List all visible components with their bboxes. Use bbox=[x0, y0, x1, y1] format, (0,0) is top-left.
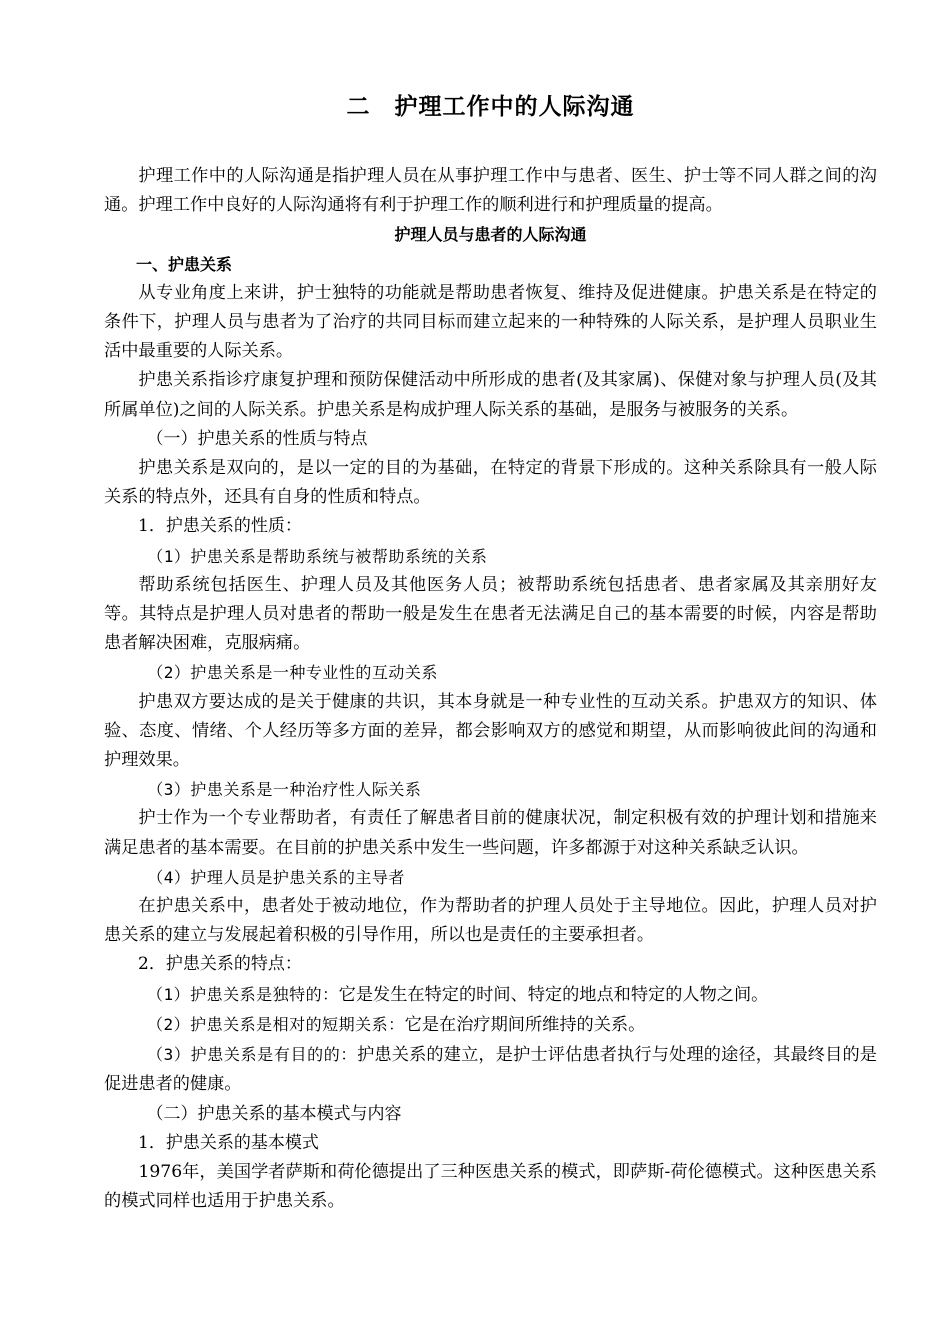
paragraph-3: 护患关系是双向的，是以一定的目的为基础，在特定的背景下形成的。这种关系除具有一般人际关系的特点外，还具有自身的性质和特点。 bbox=[104, 458, 877, 508]
paragraph-8: 1976年，美国学者萨斯和荷伦德提出了三种医患关系的模式，即萨斯-荷伦德模式。这种医患关系的模式同样也适用于护患关系。 bbox=[104, 1161, 877, 1212]
characteristic-1-text: 它是发生在特定的时间、特定的地点和特定的人物之间。 bbox=[338, 984, 769, 1005]
characteristic-2-lead: （2）护患关系是相对的短期关系： bbox=[147, 1014, 405, 1034]
paragraph-7: 在护患关系中，患者处于被动地位，作为帮助者的护理人员处于主导地位。因此，护理人员对护患关系的建立与发展起着积极的引导作用，所以也是责任的主要承担者。 bbox=[104, 896, 877, 946]
characteristic-1 bbox=[104, 980, 877, 1010]
characteristic-3-lead: （3）护患关系是有目的的： bbox=[147, 1045, 358, 1065]
characteristic-2 bbox=[104, 1010, 877, 1040]
characteristic-2-text: 它是在治疗期间所维持的关系。 bbox=[404, 1014, 646, 1035]
paragraph-1: 从专业角度上来讲，护士独特的功能就是帮助患者恢复、维持及促进健康。护患关系是在特定的条件下，护理人员与患者为了治疗的共同目标而建立起来的一种特殊的人际关系，是护理人员职业生活中最重要的人际关系。 bbox=[104, 282, 877, 362]
item-heading-1: （1）护患关系是帮助系统与被帮助系统的关系 bbox=[147, 546, 488, 566]
subheading-1: （一）护患关系的性质与特点 bbox=[146, 428, 368, 449]
paragraph-2: 护患关系指诊疗康复护理和预防保健活动中所形成的患者(及其家属)、保健对象与护理人员(及其所属单位)之间的人际关系。护患关系是构成护理人际关系的基础，是服务与被服务的关系。 bbox=[104, 370, 877, 420]
characteristic-1-lead: （1）护患关系是独特的： bbox=[147, 984, 339, 1004]
numbered-heading-1: 1．护患关系的性质： bbox=[138, 516, 302, 537]
subheading-2: （二）护患关系的基本模式与内容 bbox=[146, 1103, 402, 1124]
numbered-heading-3: 1．护患关系的基本模式 bbox=[138, 1132, 319, 1153]
paragraph-4: 帮助系统包括医生、护理人员及其他医务人员；被帮助系统包括患者、患者家属及其亲朋好友等。其特点是护理人员对患者的帮助一般是发生在患者无法满足自己的基本需要的时候，内容是帮助患者解决困难，克服病痛。 bbox=[104, 574, 877, 654]
numbered-heading-2: 2．护患关系的特点： bbox=[138, 954, 302, 975]
item-heading-3: （3）护患关系是一种治疗性人际关系 bbox=[147, 780, 422, 800]
page-title: 二 护理工作中的人际沟通 bbox=[346, 94, 635, 120]
section-center-heading: 护理人员与患者的人际沟通 bbox=[394, 225, 587, 245]
characteristic-3 bbox=[104, 1040, 877, 1099]
paragraph-5: 护患双方要达成的是关于健康的共识，其本身就是一种专业性的互动关系。护患双方的知识、体验、态度、情绪、个人经历等多方面的差异，都会影响双方的感觉和期望，从而影响彼此间的沟通和护理效果。 bbox=[104, 691, 877, 771]
item-heading-4: （4）护理人员是护患关系的主导者 bbox=[147, 867, 405, 887]
section-heading-1: 一、护患关系 bbox=[136, 254, 233, 274]
item-heading-2: （2）护患关系是一种专业性的互动关系 bbox=[147, 663, 438, 683]
intro-paragraph: 护理工作中的人际沟通是指护理人员在从事护理工作中与患者、医生、护士等不同人群之间的沟通。护理工作中良好的人际沟通将有利于护理工作的顺利进行和护理质量的提高。 bbox=[104, 166, 877, 216]
characteristic-3-text: 护患关系的建立，是护士评估患者执行与处理的途径，其最终目的是促进患者的健康。 bbox=[104, 1045, 877, 1095]
document-page bbox=[104, 90, 877, 1216]
paragraph-6: 护士作为一个专业帮助者，有责任了解患者目前的健康状况，制定积极有效的护理计划和措施来满足患者的基本需要。在目前的护患关系中发生一些问题，许多都源于对这种关系缺乏认识。 bbox=[104, 808, 877, 858]
